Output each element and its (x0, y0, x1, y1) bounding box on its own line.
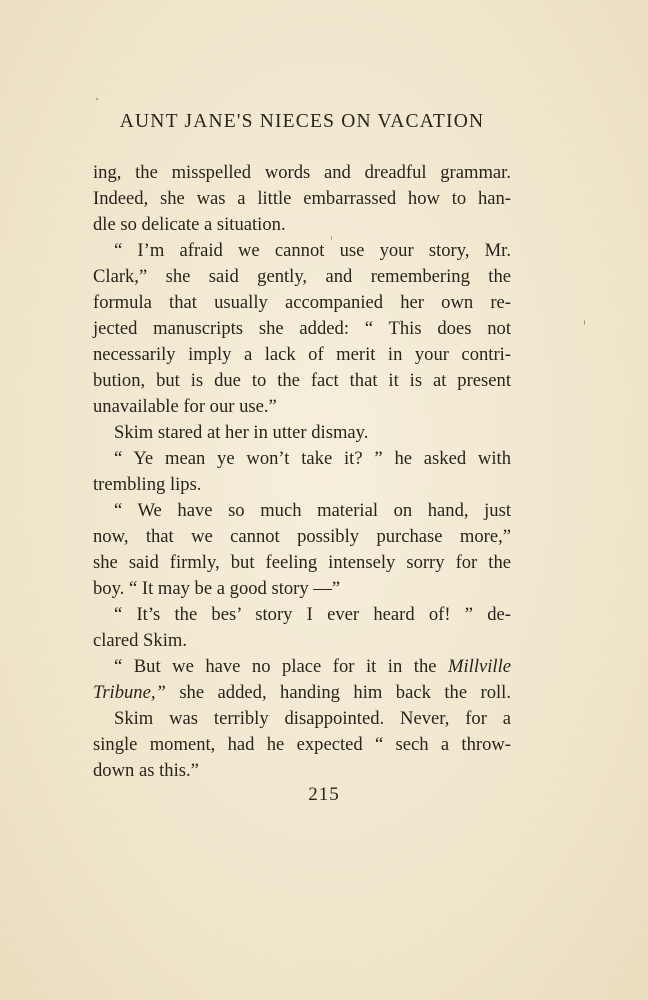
text-line: she said firmly, but feeling intensely sorry for the (93, 552, 511, 573)
text-line: bution, but is due to the fact that it is at present (93, 370, 511, 391)
text-line: boy. “ It may be a good story —” (93, 578, 341, 599)
italic-text: Millville (448, 656, 511, 677)
text-line: jected manuscripts she added: “ This does not (93, 318, 511, 339)
text-line: down as this.” (93, 760, 199, 781)
text-line: formula that usually accompanied her own re- (93, 292, 511, 313)
text-line: clared Skim. (93, 630, 187, 651)
text-line: unavailable for our use.” (93, 396, 277, 417)
body-text (93, 160, 511, 784)
text-line (93, 654, 511, 680)
text-line: Clark,” she said gently, and remembering the (93, 266, 511, 287)
paper-speck (584, 320, 585, 325)
text-line: Indeed, she was a little embarrassed how to han- (93, 188, 511, 209)
text-line: single moment, had he expected “ sech a throw- (93, 734, 511, 755)
page-number: 215 (308, 784, 340, 805)
text-line: “ Ye mean ye won’t take it? ” he asked with (114, 448, 511, 469)
text-line: trembling lips. (93, 474, 202, 495)
running-head: AUNT JANE'S NIECES ON VACATION (119, 111, 485, 132)
italic-text: Tribune,” (93, 682, 166, 703)
text-line: ing, the misspelled words and dreadful grammar. (93, 162, 511, 183)
text-line: “ I’m afraid we cannot use your story, Mr. (114, 240, 511, 261)
paper-speck (331, 236, 332, 240)
text-line: Skim stared at her in utter dismay. (114, 422, 369, 443)
text-line: now, that we cannot possibly purchase more,” (93, 526, 511, 547)
text-line: “ It’s the bes’ story I ever heard of! ” de- (114, 604, 511, 625)
text-line: necessarily imply a lack of merit in your contri- (93, 344, 511, 365)
text-span: she added, handing him back the roll. (165, 682, 511, 703)
text-span: “ But we have no place for it in the (114, 656, 448, 677)
text-line: Skim was terribly disappointed. Never, for a (114, 708, 511, 729)
text-line: “ We have so much material on hand, just (114, 500, 511, 521)
text-line: dle so delicate a situation. (93, 214, 286, 235)
text-line (93, 680, 511, 706)
paper-speck (96, 98, 98, 100)
